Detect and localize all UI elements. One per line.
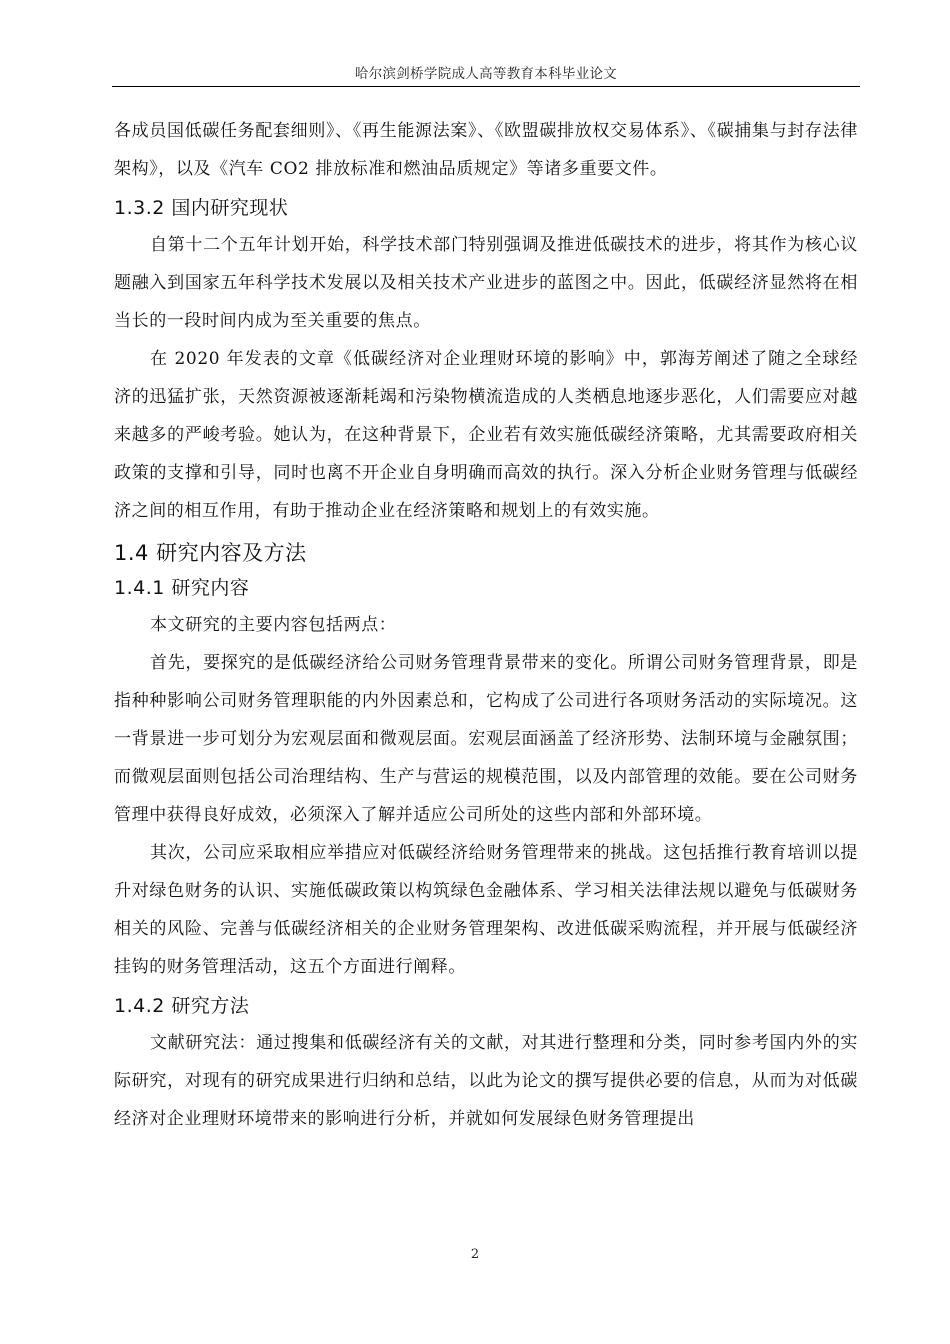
header-divider <box>112 86 860 87</box>
page-number: 2 <box>470 1247 480 1262</box>
paragraph: 文献研究法：通过搜集和低碳经济有关的文献，对其进行整理和分类，同时参考国内外的实际研究，对现有的研究成果进行归纳和总结，以此为论文的撰写提供必要的信息，从而为对低碳经济对企业理财环境带来的影响进行分析，并就如何发展绿色财务管理提出 <box>114 1033 858 1129</box>
running-header: 哈尔滨剑桥学院成人高等教育本科毕业论文 <box>354 66 618 82</box>
page-body <box>114 112 858 1138</box>
paragraph: 首先，要探究的是低碳经济给公司财务管理背景带来的变化。所谓公司财务管理背景，即是指种种影响公司财务管理职能的内外因素总和，它构成了公司进行各项财务活动的实际境况。这一背景进一步可划分为宏观层面和微观层面。宏观层面涵盖了经济形势、法制环境与金融氛围；而微观层面则包括公司治理结构、生产与营运的规模范围，以及内部管理的效能。要在公司财务管理中获得良好成效，必须深入了解并适应公司所处的这些内部和外部环境。 <box>114 653 858 825</box>
section-heading-1-4: 1.4 研究内容及方法 <box>114 541 307 565</box>
section-heading-1-3-2: 1.3.2 国内研究现状 <box>114 197 289 219</box>
paragraph-continued: 各成员国低碳任务配套细则》、《再生能源法案》、《欧盟碳排放权交易体系》、《碳捕集与封存法律架构》，以及《汽车 CO2 排放标准和燃油品质规定》等诸多重要文件。 <box>114 121 858 179</box>
paragraph: 本文研究的主要内容包括两点： <box>150 615 397 635</box>
paragraph: 其次，公司应采取相应举措应对低碳经济给财务管理带来的挑战。这包括推行教育培训以提升对绿色财务的认识、实施低碳政策以构筑绿色金融体系、学习相关法律法规以避免与低碳财务相关的风险、完善与低碳经济相关的企业财务管理架构、改进低碳采购流程，并开展与低碳经济挂钩的财务管理活动，这五个方面进行阐释。 <box>114 843 858 977</box>
section-heading-1-4-2: 1.4.2 研究方法 <box>114 995 250 1017</box>
paragraph: 自第十二个五年计划开始，科学技术部门特别强调及推进低碳技术的进步，将其作为核心议题融入到国家五年科学技术发展以及相关技术产业进步的蓝图之中。因此，低碳经济显然将在相当长的一段时间内成为至关重要的焦点。 <box>114 235 858 331</box>
section-heading-1-4-1: 1.4.1 研究内容 <box>114 577 250 599</box>
paragraph: 在 2020 年发表的文章《低碳经济对企业理财环境的影响》中，郭海芳阐述了随之全球经济的迅猛扩张，天然资源被逐渐耗竭和污染物横流造成的人类栖息地逐步恶化，人们需要应对越来越多的严峻考验。她认为，在这种背景下，企业若有效实施低碳经济策略，尤其需要政府相关政策的支撑和引导，同时也离不开企业自身明确而高效的执行。深入分析企业财务管理与低碳经济之间的相互作用，有助于推动企业在经济策略和规划上的有效实施。 <box>114 349 858 521</box>
